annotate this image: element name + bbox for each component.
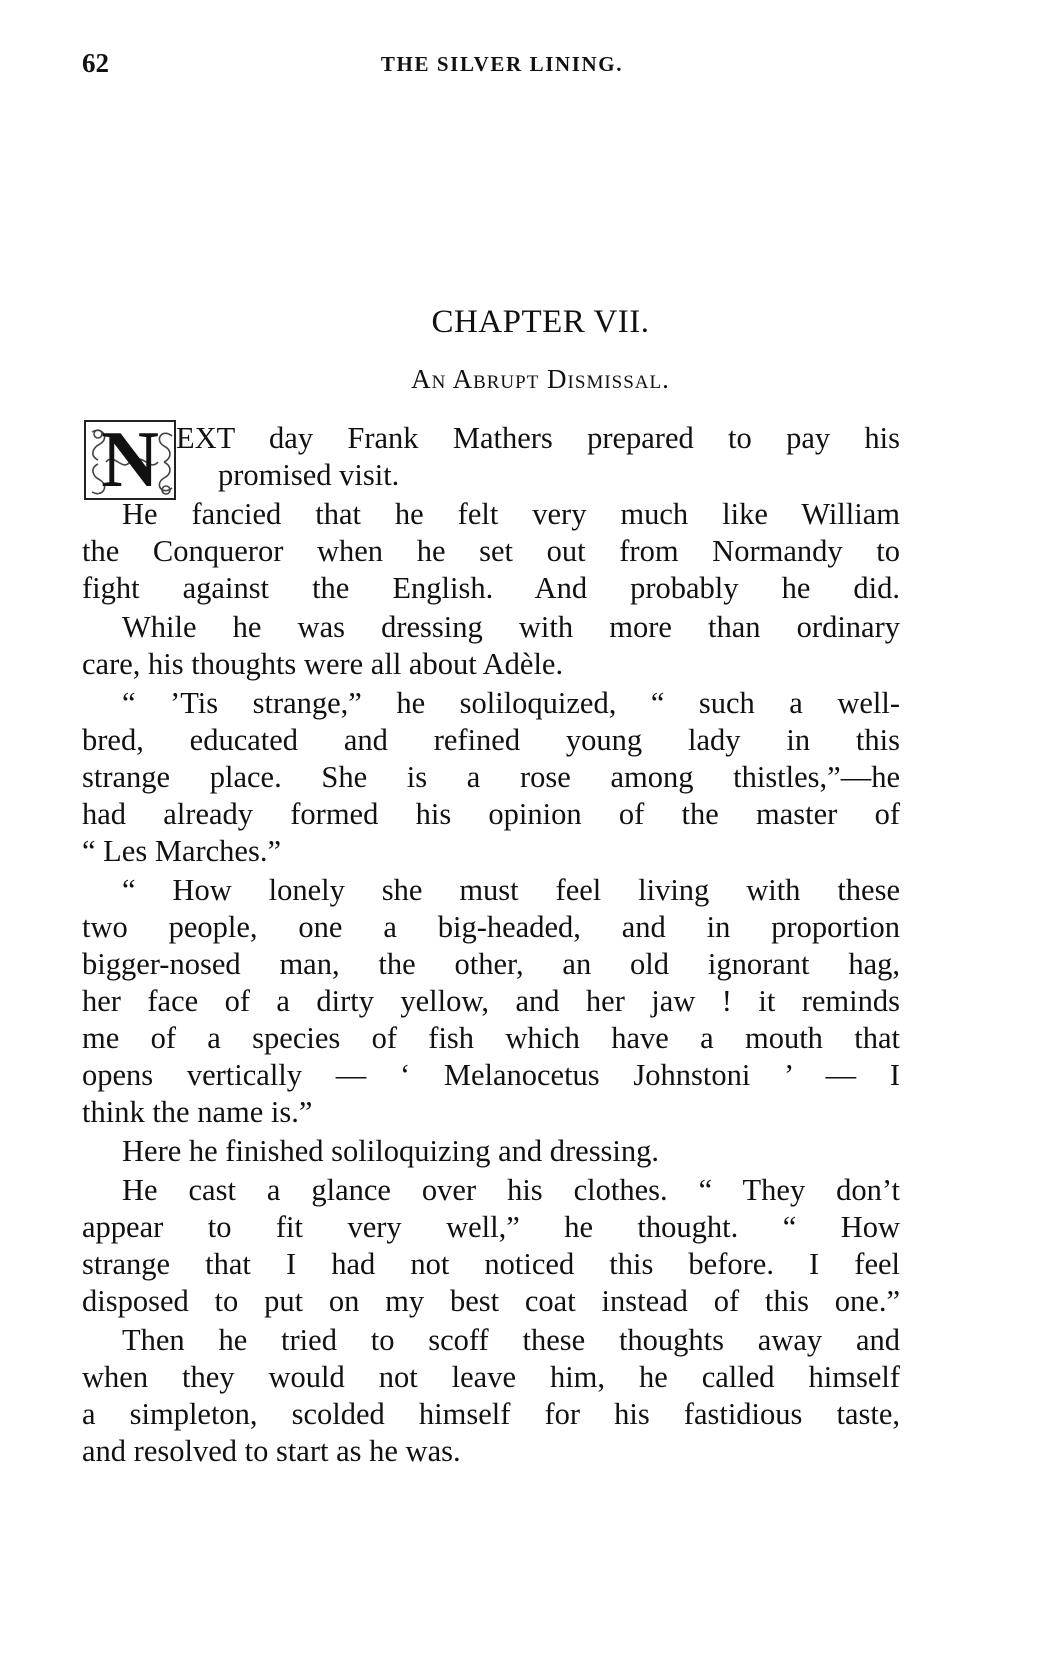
text-line: “ How lonely she must feel living with these <box>122 873 900 907</box>
text-line: “ ’Tis strange,” he soliloquized, “ such a well- <box>122 686 900 720</box>
text-line: appear to fit very well,” he thought. “ How <box>82 1210 900 1244</box>
text-line: think the name is.” <box>82 1095 313 1129</box>
running-title: THE SILVER LINING. <box>380 52 624 76</box>
text-line: fight against the English. And probably he did. <box>82 571 900 605</box>
page-number: 62 <box>82 48 109 78</box>
text-line: her face of a dirty yellow, and her jaw ! it reminds <box>82 984 900 1018</box>
text-line: He cast a glance over his clothes. “ They don’t <box>122 1173 900 1207</box>
text-line: While he was dressing with more than ordinary <box>122 610 900 644</box>
text-line: had already formed his opinion of the master of <box>82 797 900 831</box>
chapter-subtitle: An Abrupt Dismissal. <box>411 364 670 394</box>
running-head <box>82 48 922 88</box>
text-line: disposed to put on my best coat instead of this one.” <box>82 1284 900 1318</box>
chapter-title: CHAPTER VII. <box>431 304 650 340</box>
text-line: Then he tried to scoff these thoughts away and <box>122 1323 900 1357</box>
text-line: a simpleton, scolded himself for his fastidious taste, <box>82 1397 900 1431</box>
text-line: EXT day Frank Mathers prepared to pay his <box>176 421 900 455</box>
text-line: He fancied that he felt very much like William <box>122 497 900 531</box>
text-line: the Conqueror when he set out from Normandy to <box>82 534 900 568</box>
text-line: promised visit. <box>218 458 400 492</box>
drop-cap <box>84 420 176 500</box>
drop-cap-letter: N <box>101 420 159 500</box>
text-line: strange that I had not noticed this before. I feel <box>82 1247 900 1281</box>
text-line: two people, one a big-headed, and in proportion <box>82 910 900 944</box>
text-line: Here he finished soliloquizing and dressing. <box>122 1134 660 1168</box>
text-line: “ Les Marches.” <box>82 834 281 868</box>
text-line: when they would not leave him, he called himself <box>82 1360 900 1394</box>
text-line: strange place. She is a rose among thistles,”—he <box>82 760 900 794</box>
text-line: bred, educated and refined young lady in this <box>82 723 900 757</box>
text-line: me of a species of fish which have a mouth that <box>82 1021 900 1055</box>
text-line: bigger-nosed man, the other, an old ignorant hag, <box>82 947 900 981</box>
text-line: care, his thoughts were all about Adèle. <box>82 647 564 681</box>
text-line: opens vertically — ‘ Melanocetus Johnstoni ’ — I <box>82 1058 900 1092</box>
text-line: and resolved to start as he was. <box>82 1434 461 1468</box>
